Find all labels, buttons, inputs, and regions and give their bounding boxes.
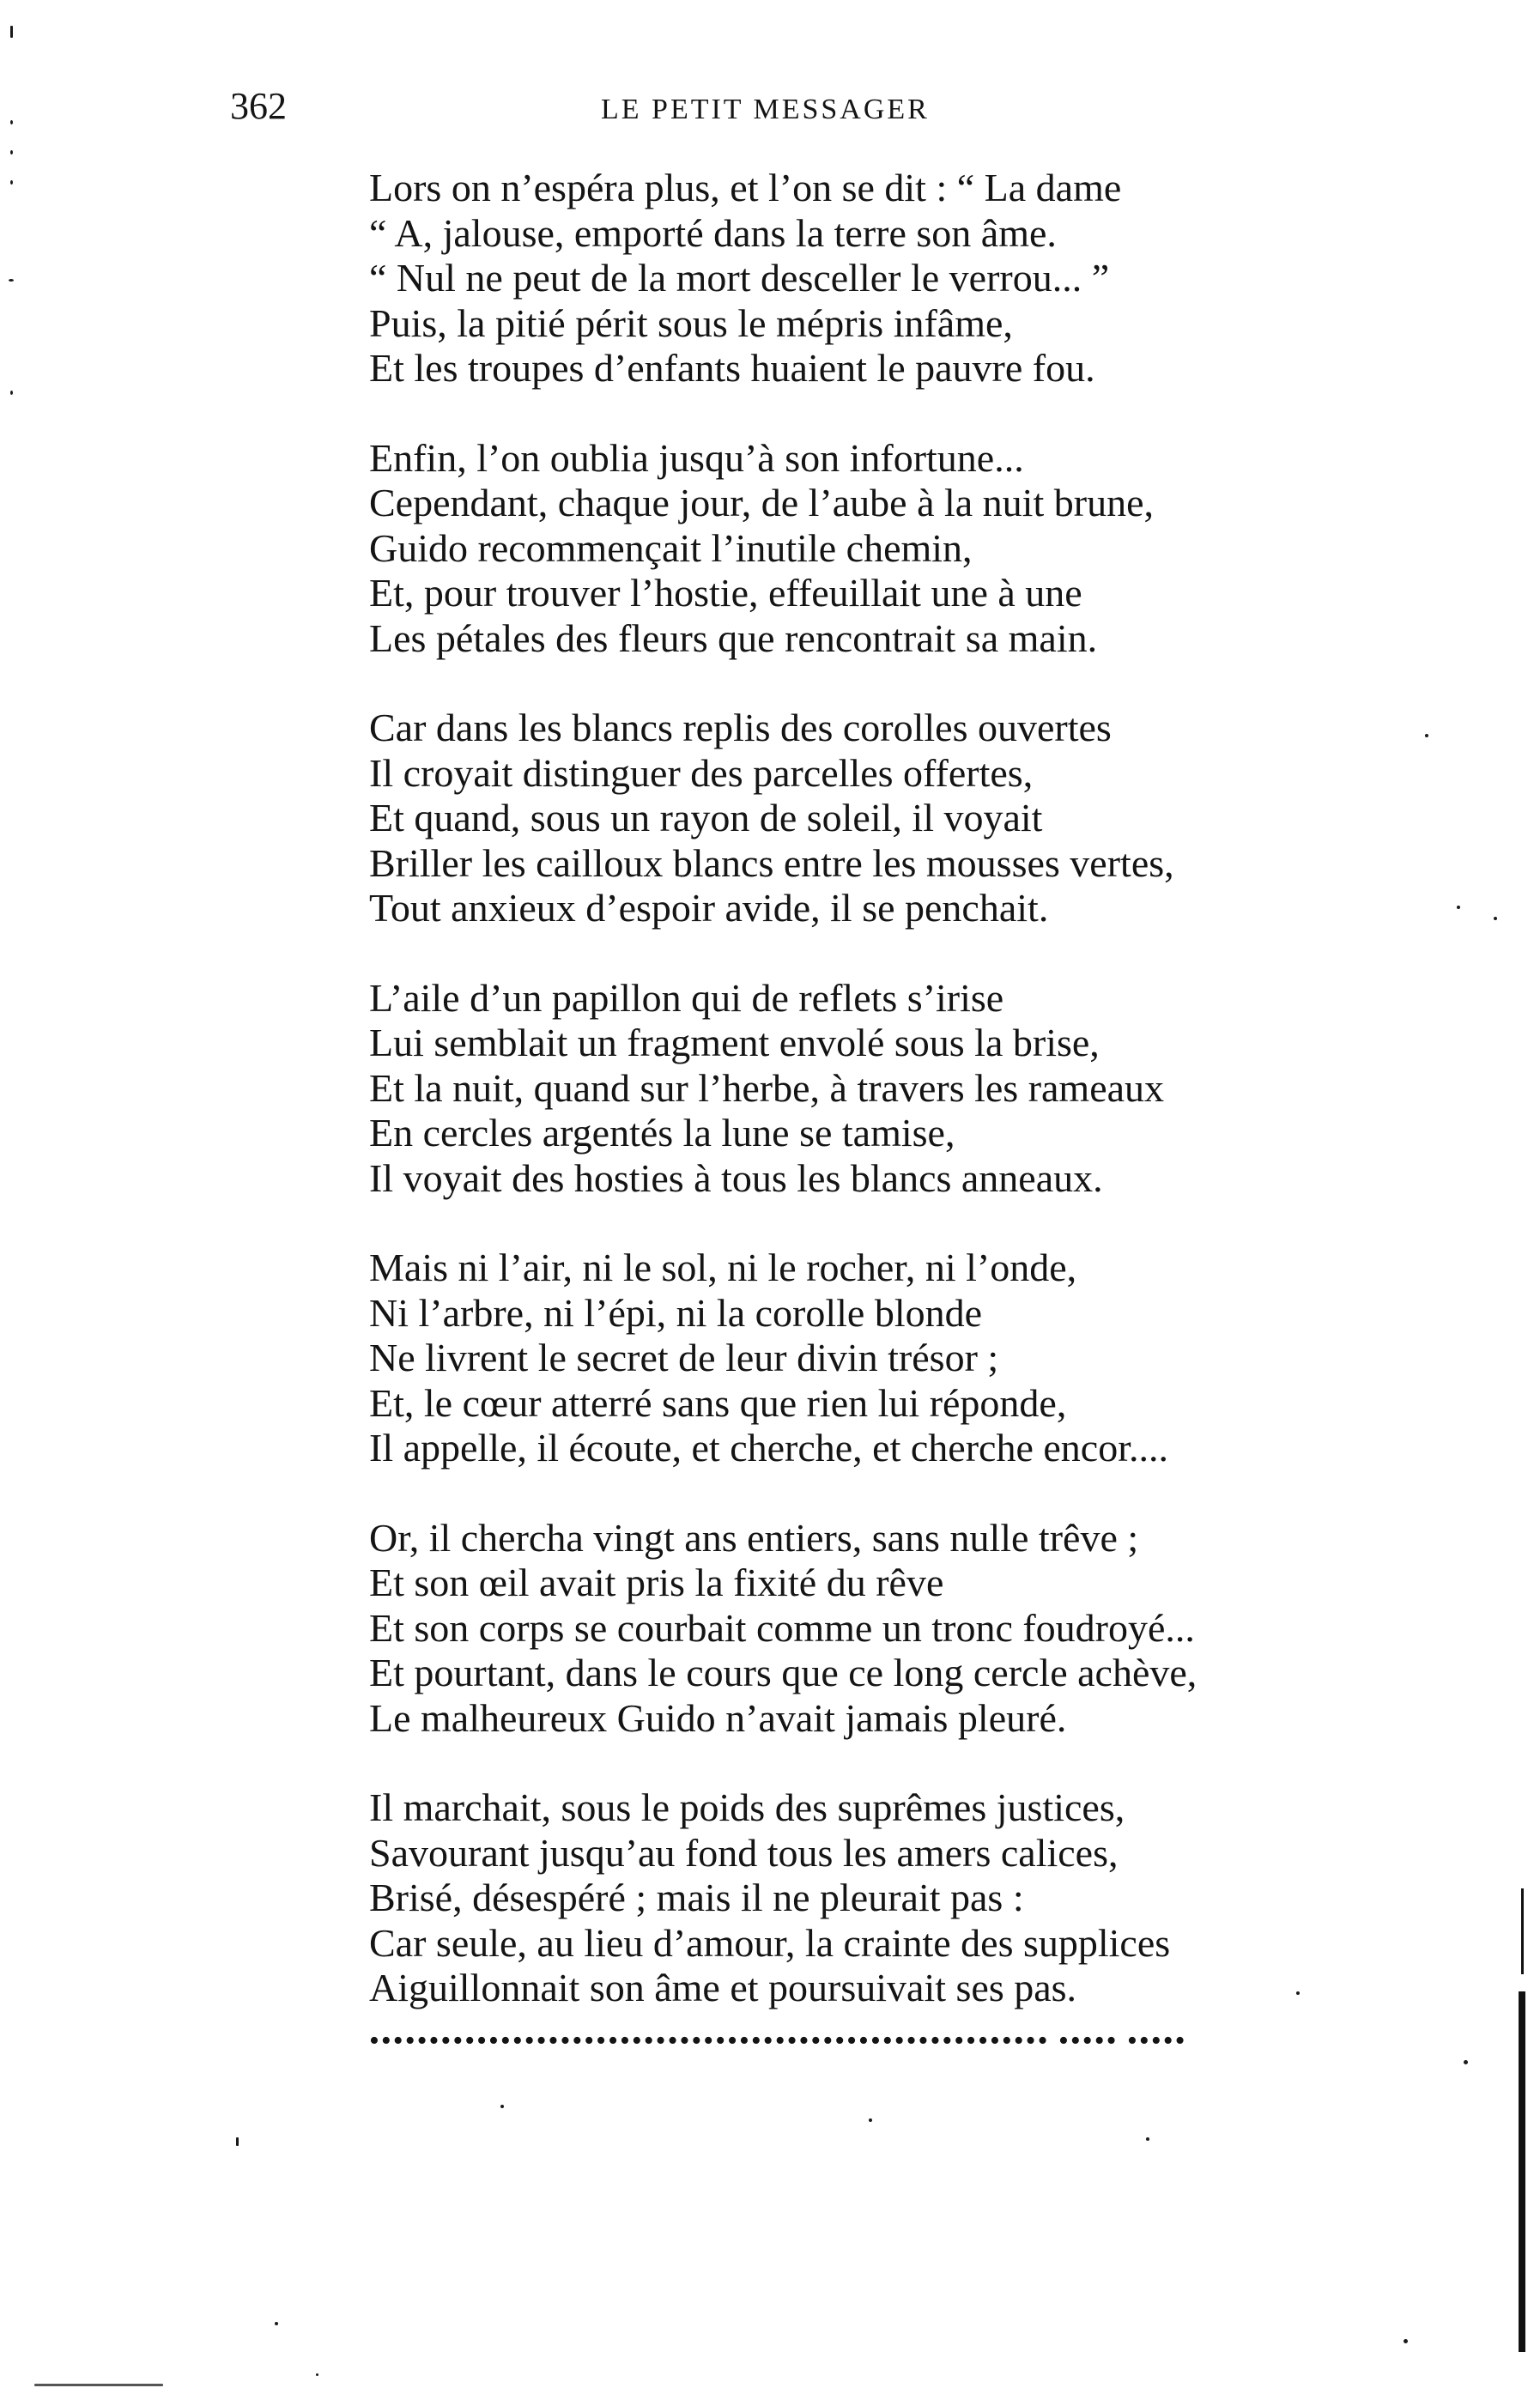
scan-speck [1494, 917, 1497, 920]
stanza [369, 706, 1459, 931]
verse-line: Brisé, désespéré ; mais il ne pleurait pas : [369, 1876, 1024, 1919]
verse-line: “ A, jalouse, emporté dans la terre son âme. [369, 210, 1057, 255]
binding-edge-bar [1519, 1991, 1525, 2352]
verse-line: “ Nul ne peut de la mort desceller le verrou... ” [369, 256, 1110, 300]
verse-line: Et son œil avait pris la fixité du rêve [369, 1561, 944, 1604]
verse-line: Le malheureux Guido n’avait jamais pleuré. [369, 1695, 1067, 1740]
scan-speck [9, 279, 14, 282]
poem [369, 166, 1459, 2056]
verse-line: Et son corps se courbait comme un tronc foudroyé... [369, 1605, 1195, 1650]
scan-speck [10, 26, 13, 38]
binding-edge-bar [1521, 1888, 1524, 1974]
scan-speck [869, 2118, 872, 2122]
verse-line: Car seule, au lieu d’amour, la crainte des supplices [369, 1920, 1171, 1965]
scan-speck [1296, 1991, 1300, 1995]
verse-line: L’aile d’un papillon qui de reflets s’irise [369, 975, 1004, 1020]
verse-line: Il appelle, il écoute, et cherche, et cherche encor.... [369, 1426, 1168, 1470]
verse-line: Les pétales des fleurs que rencontrait sa main. [369, 615, 1098, 660]
verse-line: Guido recommençait l’inutile chemin, [369, 525, 973, 570]
ellipsis-row: ••••••••••••••••••••••••••••••••••••••••••••••••••••••••• ••••• ••••• [369, 2025, 1187, 2057]
scan-speck [1464, 2060, 1468, 2064]
verse-line: Et, le cœur atterré sans que rien lui réponde, [369, 1380, 1067, 1425]
verse-line: Enfin, l’on oublia jusqu’à son infortune... [369, 435, 1024, 480]
scan-speck [10, 150, 13, 155]
verse-line: Aiguillonnait son âme et poursuivait ses pas. [369, 1966, 1077, 2009]
verse-line: Et quand, sous un rayon de soleil, il voyait [369, 796, 1043, 839]
scan-speck [1425, 734, 1428, 737]
scan-speck [34, 2384, 163, 2386]
scan-speck [1457, 906, 1460, 909]
scan-speck [1146, 2137, 1149, 2141]
verse-line: Car dans les blancs replis des corolles ouvertes [369, 706, 1112, 749]
stanza [369, 166, 1459, 391]
verse-line: Or, il chercha vingt ans entiers, sans nulle trêve ; [369, 1515, 1139, 1560]
verse-line: Et, pour trouver l’hostie, effeuillait une à une [369, 571, 1082, 615]
verse-line: Lors on n’espéra plus, et l’on se dit : “ La dame [369, 166, 1122, 209]
scan-speck [275, 2322, 278, 2325]
verse-line: Il croyait distinguer des parcelles offertes, [369, 750, 1034, 795]
verse-line: Il marchait, sous le poids des suprêmes justices, [369, 1785, 1125, 1829]
stanza [369, 436, 1459, 662]
verse-line: Et pourtant, dans le cours que ce long cercle achève, [369, 1651, 1197, 1694]
scan-speck [10, 391, 13, 395]
verse-line: Mais ni l’air, ni le sol, ni le rocher, ni l’onde, [369, 1245, 1077, 1289]
verse-line: Savourant jusqu’au fond tous les amers calices, [369, 1830, 1119, 1875]
verse-line: Ne livrent le secret de leur divin trésor ; [369, 1336, 999, 1379]
scan-speck [500, 2105, 504, 2108]
stanza [369, 1516, 1459, 1742]
verse-line: En cercles argentés la lune se tamise, [369, 1111, 955, 1155]
stanza [369, 1785, 1459, 2011]
stanza [369, 976, 1459, 1202]
verse-line: Ni l’arbre, ni l’épi, ni la corolle blonde [369, 1290, 983, 1335]
scan-speck [316, 2373, 318, 2376]
verse-line: Et les troupes d’enfants huaient le pauvre fou. [369, 346, 1095, 390]
scan-speck [10, 180, 13, 185]
running-head: LE PETIT MESSAGER [601, 94, 930, 125]
verse-line: Briller les cailloux blancs entre les mousses vertes, [369, 840, 1174, 885]
verse-line: Lui semblait un fragment envolé sous la brise, [369, 1021, 1100, 1064]
verse-line: Il voyait des hosties à tous les blancs anneaux. [369, 1155, 1103, 1200]
verse-line: Cependant, chaque jour, de l’aube à la nuit brune, [369, 481, 1154, 524]
page-number: 362 [230, 85, 287, 127]
verse-line: Tout anxieux d’espoir avide, il se penchait. [369, 886, 1049, 930]
scan-speck [1404, 2339, 1408, 2343]
verse-line: Et la nuit, quand sur l’herbe, à travers les rameaux [369, 1065, 1165, 1110]
scan-speck [10, 120, 13, 124]
verse-line: Puis, la pitié périt sous le mépris infâme, [369, 300, 1013, 345]
scan-speck [236, 2137, 239, 2146]
stanza [369, 1245, 1459, 1471]
